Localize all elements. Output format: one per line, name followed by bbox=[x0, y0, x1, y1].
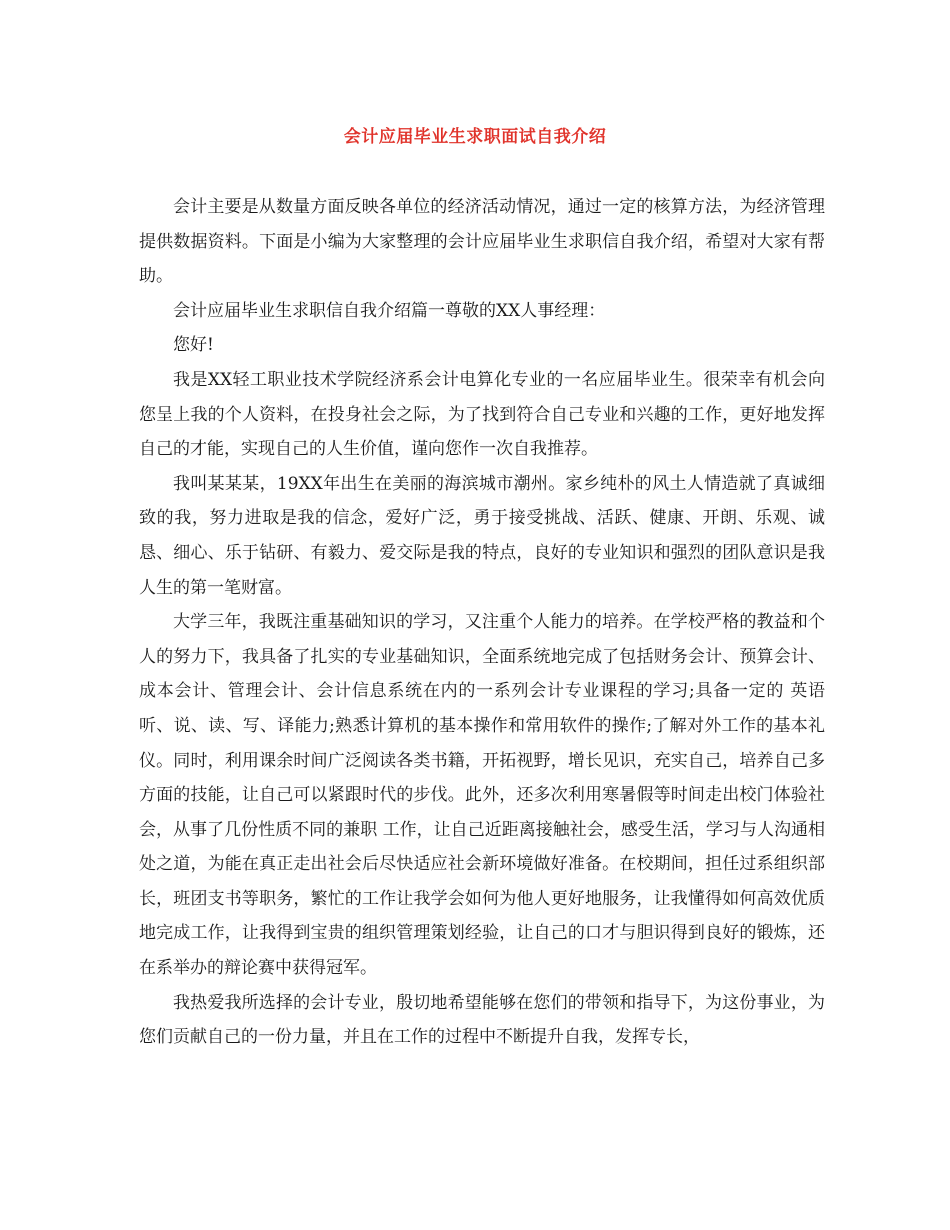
paragraph-closing: 我热爱我所选择的会计专业，殷切地希望能够在您们的带领和指导下，为这份事业，为您们贡献自己的一份力量，并且在工作的过程中不断提升自我，发挥专长， bbox=[139, 992, 825, 1048]
paragraph-university: 大学三年，我既注重基础知识的学习，又注重个人能力的培养。在学校严格的教益和个人的努力下，我具备了扎实的专业基础知识，全面系统地完成了包括财务会计、预算会计、成本会计、管理会计、会计信息系统在内的一系列会计专业课程的学习;具备一定的 英语 听、说、读、写、译能力;熟悉计算机的基本操作和常用软件的操作;了解对外工作的基本礼仪。同时，利用课余时间广泛阅读各类书籍，开拓视野，增长见识，充实自己，培养自己多方面的技能，让自己可以紧跟时代的步伐。此外，还多次利用寒暑假等时间走出校门体验社会，从事了几份性质不同的兼职 工作，让自己近距离接触社会，感受生活，学习与人沟通相处之道，为能在真正走出社会后尽快适应社会新环境做好准备。在校期间，担任过系组织部长，班团支书等职务，繁忙的工作让我学会如何为他人更好地服务，让我懂得如何高效优质地完成工作，让我得到宝贵的组织管理策划经验，让自己的口才与胆识得到良好的锻炼，还在系举办的辩论赛中获得冠军。 bbox=[139, 612, 825, 979]
document-body bbox=[139, 190, 825, 1055]
paragraph-background: 我叫某某某，19XX年出生在美丽的海滨城市潮州。家乡纯朴的风土人情造就了真诚细致的我，努力进取是我的信念，爱好广泛，勇于接受挑战、活跃、健康、开朗、乐观、诚恳、细心、乐于钻研、有毅力、爱交际是我的特点，良好的专业知识和强烈的团队意识是我人生的第一笔财富。 bbox=[139, 473, 825, 598]
paragraph-intro: 会计主要是从数量方面反映各单位的经济活动情况，通过一定的核算方法，为经济管理提供数据资料。下面是小编为大家整理的会计应届毕业生求职信自我介绍，希望对大家有帮助。 bbox=[139, 197, 825, 287]
paragraph-salutation: 会计应届毕业生求职信自我介绍篇一尊敬的XX人事经理： bbox=[173, 300, 606, 321]
document-title: 会计应届毕业生求职面试自我介绍 bbox=[343, 127, 607, 147]
paragraph-greeting: 您好! bbox=[173, 335, 214, 356]
paragraph-self-intro: 我是XX轻工职业技术学院经济系会计电算化专业的一名应届毕业生。很荣幸有机会向您呈上我的个人资料，在投身社会之际，为了找到符合自己专业和兴趣的工作，更好地发挥自己的才能，实现自己的人生价值，谨向您作一次自我推荐。 bbox=[139, 369, 825, 460]
